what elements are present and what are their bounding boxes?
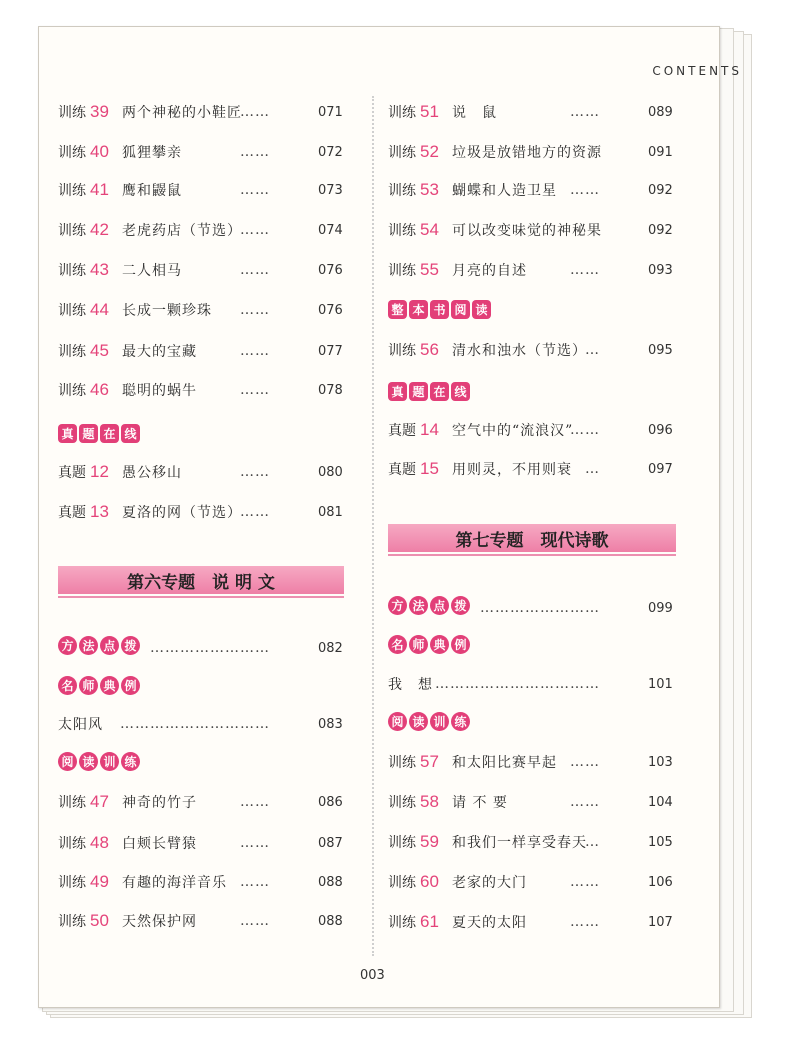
entry-title: 愚公移山 bbox=[122, 465, 182, 481]
toc-entry[interactable] bbox=[58, 870, 348, 894]
section-badge bbox=[388, 712, 470, 732]
leader-dots: …… bbox=[570, 794, 600, 810]
entry-page: 074 bbox=[318, 222, 343, 238]
badge-char: 阅 bbox=[58, 752, 77, 771]
leader-dots: …… bbox=[240, 504, 270, 520]
contents-header: CONTENTS bbox=[652, 64, 742, 78]
entry-title: 二人相马 bbox=[122, 263, 182, 279]
leader-dots: …………………… bbox=[150, 640, 270, 656]
entry-kind: 训练 bbox=[388, 223, 416, 239]
entry-page: 104 bbox=[648, 794, 673, 810]
entry-page: 076 bbox=[318, 262, 343, 278]
toc-entry[interactable] bbox=[388, 178, 678, 202]
leader-dots: … bbox=[585, 461, 600, 477]
badge-char: 阅 bbox=[388, 712, 407, 731]
badge-char: 例 bbox=[451, 635, 470, 654]
entry-title: 垃圾是放错地方的资源 bbox=[452, 145, 602, 161]
badge-char: 书 bbox=[430, 300, 449, 319]
leader-dots: …… bbox=[240, 144, 270, 160]
section-badge bbox=[388, 300, 491, 320]
entry-kind: 真题 bbox=[388, 423, 416, 439]
toc-entry[interactable] bbox=[388, 100, 678, 124]
entry-kind: 训练 bbox=[388, 795, 416, 811]
toc-entry[interactable] bbox=[58, 790, 348, 814]
badge-char: 整 bbox=[388, 300, 407, 319]
leader-dots: …… bbox=[240, 182, 270, 198]
leader-dots: …………………… bbox=[480, 600, 600, 616]
entry-page: 099 bbox=[648, 600, 673, 616]
entry-number: 44 bbox=[90, 300, 109, 319]
entry-number: 42 bbox=[90, 220, 109, 239]
entry-page: 101 bbox=[648, 676, 673, 692]
toc-entry[interactable] bbox=[58, 378, 348, 402]
entry-title: 狐狸攀亲 bbox=[122, 145, 182, 161]
toc-entry[interactable] bbox=[388, 672, 678, 696]
leader-dots: …… bbox=[240, 302, 270, 318]
chapter-banner[interactable]: 第六专题 说 明 文 bbox=[58, 566, 344, 594]
entry-title: 白颊长臂猿 bbox=[122, 836, 197, 852]
entry-kind: 训练 bbox=[388, 835, 416, 851]
entry-page: 076 bbox=[318, 302, 343, 318]
badge-char: 点 bbox=[430, 596, 449, 615]
entry-kind: 训练 bbox=[58, 145, 86, 161]
entry-title: 夏洛的网（节选） bbox=[122, 505, 242, 521]
entry-kind: 训练 bbox=[388, 263, 416, 279]
entry-number: 12 bbox=[90, 462, 109, 481]
entry-number: 48 bbox=[90, 833, 109, 852]
entry-number: 47 bbox=[90, 792, 109, 811]
entry-title: 最大的宝藏 bbox=[122, 344, 197, 360]
leader-dots: …… bbox=[240, 222, 270, 238]
toc-entry[interactable] bbox=[58, 909, 348, 933]
entry-page: 097 bbox=[648, 461, 673, 477]
entry-page: 073 bbox=[318, 182, 343, 198]
section-badge bbox=[388, 382, 470, 402]
leader-dots: …… bbox=[570, 874, 600, 890]
entry-title: 月亮的自述 bbox=[452, 263, 527, 279]
entry-page: 103 bbox=[648, 754, 673, 770]
entry-title: 神奇的竹子 bbox=[122, 795, 197, 811]
entry-title: 鹰和鼹鼠 bbox=[122, 183, 182, 199]
entry-number: 50 bbox=[90, 911, 109, 930]
leader-dots: …………………………… bbox=[435, 676, 600, 692]
leader-dots: …… bbox=[570, 182, 600, 198]
section-badge bbox=[58, 424, 140, 444]
entry-number: 52 bbox=[420, 142, 439, 161]
toc-entry[interactable] bbox=[388, 140, 678, 164]
badge-char: 师 bbox=[409, 635, 428, 654]
toc-entry[interactable] bbox=[388, 830, 678, 854]
toc-entry[interactable] bbox=[388, 258, 678, 282]
leader-dots: …… bbox=[240, 874, 270, 890]
badge-char: 阅 bbox=[451, 300, 470, 319]
toc-entry[interactable] bbox=[58, 339, 348, 363]
badge-char: 法 bbox=[409, 596, 428, 615]
entry-kind: 训练 bbox=[388, 755, 416, 771]
entry-page: 081 bbox=[318, 504, 343, 520]
leader-dots: …… bbox=[240, 343, 270, 359]
badge-char: 读 bbox=[409, 712, 428, 731]
toc-entry[interactable] bbox=[58, 298, 348, 322]
entry-number: 58 bbox=[420, 792, 439, 811]
section-badge bbox=[58, 636, 140, 656]
entry-number: 49 bbox=[90, 872, 109, 891]
leader-dots: …… bbox=[240, 464, 270, 480]
badge-char: 训 bbox=[430, 712, 449, 731]
entry-page: 088 bbox=[318, 913, 343, 929]
column-divider bbox=[372, 96, 374, 956]
section-badge bbox=[58, 676, 140, 696]
entry-kind: 训练 bbox=[388, 915, 416, 931]
section-badge bbox=[58, 752, 140, 772]
entry-kind: 训练 bbox=[58, 303, 86, 319]
leader-dots: …… bbox=[570, 104, 600, 120]
toc-entry[interactable] bbox=[58, 500, 348, 524]
entry-page: 092 bbox=[648, 222, 673, 238]
entry-number: 53 bbox=[420, 180, 439, 199]
entry-number: 40 bbox=[90, 142, 109, 161]
entry-title: 老虎药店（节选） bbox=[122, 223, 242, 239]
badge-char: 读 bbox=[472, 300, 491, 319]
toc-entry[interactable] bbox=[388, 870, 678, 894]
entry-title: 夏天的太阳 bbox=[452, 915, 527, 931]
badge-char: 线 bbox=[451, 382, 470, 401]
entry-title: 可以改变味觉的神秘果 bbox=[452, 223, 602, 239]
entry-page: 089 bbox=[648, 104, 673, 120]
entry-kind: 训练 bbox=[58, 795, 86, 811]
leader-dots: …… bbox=[240, 382, 270, 398]
badge-char: 真 bbox=[388, 382, 407, 401]
entry-title: 长成一颗珍珠 bbox=[122, 303, 212, 319]
toc-entry[interactable] bbox=[58, 712, 348, 736]
entry-title: 我 想 bbox=[388, 677, 433, 693]
entry-page: 093 bbox=[648, 262, 673, 278]
badge-char: 拨 bbox=[121, 636, 140, 655]
entry-number: 13 bbox=[90, 502, 109, 521]
leader-dots: …… bbox=[570, 422, 600, 438]
entry-kind: 训练 bbox=[58, 836, 86, 852]
entry-kind: 训练 bbox=[58, 875, 86, 891]
leader-dots: …… bbox=[570, 754, 600, 770]
entry-title: 空气中的“流浪汉” bbox=[452, 423, 574, 439]
toc-entry[interactable] bbox=[388, 418, 678, 442]
badge-char: 典 bbox=[100, 676, 119, 695]
entry-kind: 训练 bbox=[58, 223, 86, 239]
leader-dots: … bbox=[585, 834, 600, 850]
leader-dots: …… bbox=[240, 913, 270, 929]
entry-page: 106 bbox=[648, 874, 673, 890]
toc-entry[interactable] bbox=[58, 140, 348, 164]
toc-entry[interactable] bbox=[150, 636, 348, 660]
badge-char: 练 bbox=[451, 712, 470, 731]
badge-char: 练 bbox=[121, 752, 140, 771]
badge-char: 在 bbox=[430, 382, 449, 401]
badge-char: 拨 bbox=[451, 596, 470, 615]
toc-entry[interactable] bbox=[388, 750, 678, 774]
entry-page: 083 bbox=[318, 716, 343, 732]
entry-kind: 训练 bbox=[58, 914, 86, 930]
chapter-banner[interactable]: 第七专题 现代诗歌 bbox=[388, 524, 676, 552]
badge-char: 例 bbox=[121, 676, 140, 695]
entry-title: 蝴蝶和人造卫星 bbox=[452, 183, 557, 199]
entry-page: 107 bbox=[648, 914, 673, 930]
entry-kind: 训练 bbox=[58, 105, 86, 121]
entry-kind: 训练 bbox=[388, 145, 416, 161]
entry-kind: 训练 bbox=[58, 383, 86, 399]
badge-char: 本 bbox=[409, 300, 428, 319]
entry-title: 太阳风 bbox=[58, 717, 103, 733]
entry-page: 078 bbox=[318, 382, 343, 398]
entry-number: 14 bbox=[420, 420, 439, 439]
entry-title: 有趣的海洋音乐 bbox=[122, 875, 227, 891]
section-badge bbox=[388, 596, 470, 616]
toc-entry[interactable] bbox=[58, 178, 348, 202]
entry-number: 55 bbox=[420, 260, 439, 279]
entry-title: 清水和浊水（节选） bbox=[452, 343, 587, 359]
entry-page: 092 bbox=[648, 182, 673, 198]
toc-entry[interactable] bbox=[388, 910, 678, 934]
entry-title: 说 鼠 bbox=[452, 105, 497, 121]
entry-kind: 训练 bbox=[58, 263, 86, 279]
badge-char: 线 bbox=[121, 424, 140, 443]
entry-number: 43 bbox=[90, 260, 109, 279]
badge-char: 方 bbox=[388, 596, 407, 615]
leader-dots: …… bbox=[240, 794, 270, 810]
entry-number: 56 bbox=[420, 340, 439, 359]
leader-dots: …… bbox=[570, 262, 600, 278]
toc-entry[interactable] bbox=[58, 831, 348, 855]
toc-entry[interactable] bbox=[388, 457, 678, 481]
leader-dots: …… bbox=[240, 835, 270, 851]
toc-entry[interactable] bbox=[388, 218, 678, 242]
toc-entry[interactable] bbox=[58, 460, 348, 484]
badge-char: 法 bbox=[79, 636, 98, 655]
entry-number: 15 bbox=[420, 459, 439, 478]
badge-char: 题 bbox=[79, 424, 98, 443]
section-badge bbox=[388, 635, 470, 655]
leader-dots: …… bbox=[570, 914, 600, 930]
entry-kind: 训练 bbox=[58, 344, 86, 360]
badge-char: 点 bbox=[100, 636, 119, 655]
entry-page: 105 bbox=[648, 834, 673, 850]
entry-page: 091 bbox=[648, 144, 673, 160]
entry-number: 51 bbox=[420, 102, 439, 121]
entry-title: 老家的大门 bbox=[452, 875, 527, 891]
badge-char: 题 bbox=[409, 382, 428, 401]
badge-char: 名 bbox=[388, 635, 407, 654]
entry-page: 077 bbox=[318, 343, 343, 359]
entry-page: 080 bbox=[318, 464, 343, 480]
badge-char: 名 bbox=[58, 676, 77, 695]
badge-char: 典 bbox=[430, 635, 449, 654]
entry-page: 071 bbox=[318, 104, 343, 120]
entry-title: 和太阳比赛早起 bbox=[452, 755, 557, 771]
entry-number: 59 bbox=[420, 832, 439, 851]
entry-kind: 训练 bbox=[388, 105, 416, 121]
entry-page: 096 bbox=[648, 422, 673, 438]
entry-title: 和我们一样享受春天 bbox=[452, 835, 587, 851]
leader-dots: …… bbox=[240, 104, 270, 120]
leader-dots: …… bbox=[240, 262, 270, 278]
entry-kind: 训练 bbox=[58, 183, 86, 199]
leader-dots: … bbox=[585, 342, 600, 358]
entry-number: 46 bbox=[90, 380, 109, 399]
badge-char: 师 bbox=[79, 676, 98, 695]
badge-char: 方 bbox=[58, 636, 77, 655]
entry-title: 两个神秘的小鞋匠 bbox=[122, 105, 242, 121]
badge-char: 训 bbox=[100, 752, 119, 771]
entry-number: 61 bbox=[420, 912, 439, 931]
toc-entry[interactable] bbox=[388, 338, 678, 362]
entry-kind: 真题 bbox=[58, 505, 86, 521]
toc-entry[interactable] bbox=[388, 790, 678, 814]
page-number: 003 bbox=[360, 968, 385, 983]
entry-title: 聪明的蜗牛 bbox=[122, 383, 197, 399]
entry-page: 086 bbox=[318, 794, 343, 810]
entry-kind: 训练 bbox=[388, 343, 416, 359]
entry-title: 天然保护网 bbox=[122, 914, 197, 930]
entry-kind: 真题 bbox=[58, 465, 86, 481]
toc-entry[interactable] bbox=[58, 100, 348, 124]
entry-title: 请 不 要 bbox=[452, 795, 508, 811]
entry-number: 57 bbox=[420, 752, 439, 771]
entry-page: 088 bbox=[318, 874, 343, 890]
badge-char: 真 bbox=[58, 424, 77, 443]
entry-kind: 真题 bbox=[388, 462, 416, 478]
entry-kind: 训练 bbox=[388, 875, 416, 891]
entry-number: 41 bbox=[90, 180, 109, 199]
badge-char: 在 bbox=[100, 424, 119, 443]
entry-number: 39 bbox=[90, 102, 109, 121]
entry-page: 095 bbox=[648, 342, 673, 358]
entry-title: 用则灵，不用则衰 bbox=[452, 462, 572, 478]
entry-kind: 训练 bbox=[388, 183, 416, 199]
entry-page: 072 bbox=[318, 144, 343, 160]
entry-page: 082 bbox=[318, 640, 343, 656]
badge-char: 读 bbox=[79, 752, 98, 771]
toc-entry[interactable] bbox=[480, 596, 678, 620]
entry-page: 087 bbox=[318, 835, 343, 851]
leader-dots: ………………………… bbox=[120, 716, 270, 732]
toc-entry[interactable] bbox=[58, 258, 348, 282]
toc-entry[interactable] bbox=[58, 218, 348, 242]
entry-number: 60 bbox=[420, 872, 439, 891]
entry-number: 54 bbox=[420, 220, 439, 239]
entry-number: 45 bbox=[90, 341, 109, 360]
